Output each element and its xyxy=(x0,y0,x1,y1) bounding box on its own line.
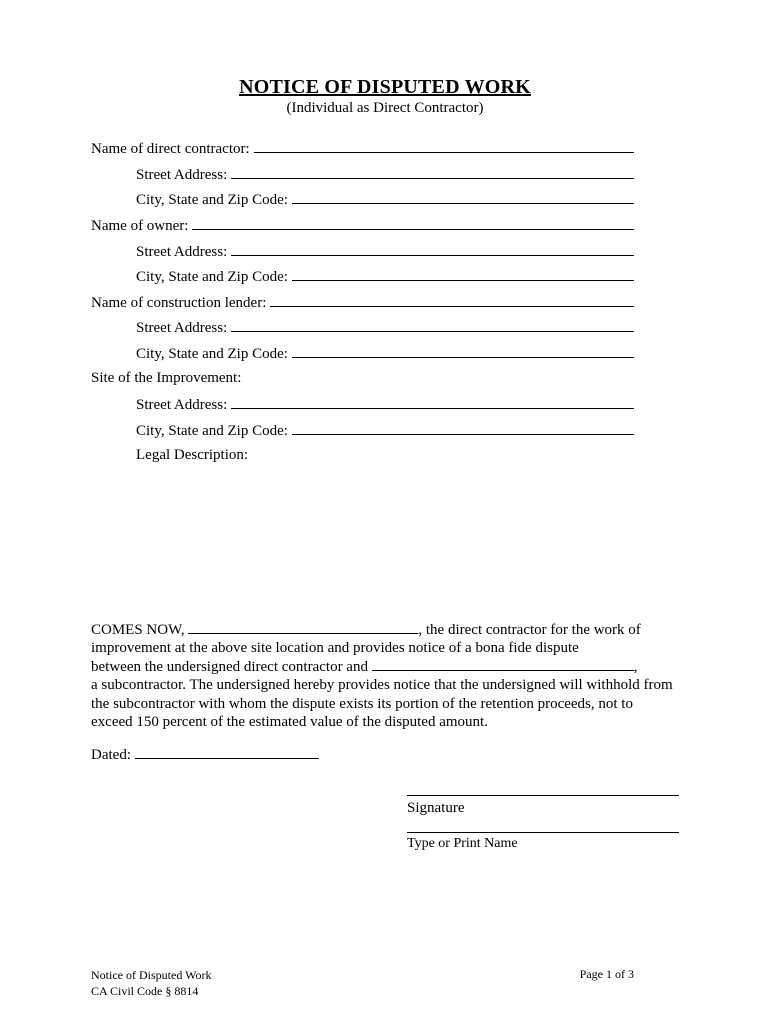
lender-city-field[interactable] xyxy=(292,344,634,358)
owner-street-field[interactable] xyxy=(231,242,634,256)
direct-contractor-text: , the direct contractor for the work of xyxy=(418,622,641,638)
owner-street-row xyxy=(136,242,634,262)
owner-name-field[interactable] xyxy=(192,216,634,230)
site-city-field[interactable] xyxy=(292,421,634,435)
lender-name-field[interactable] xyxy=(270,293,634,307)
paragraph-line-4: a subcontractor. The undersigned hereby provides notice that the undersigned will withhold from xyxy=(91,677,673,694)
direct-contractor-name-field[interactable] xyxy=(254,139,634,153)
paragraph-line-1 xyxy=(91,621,691,639)
subcontractor-name-blank[interactable] xyxy=(372,658,634,671)
lender-city-label: City, State and Zip Code: xyxy=(136,346,288,362)
print-name-line[interactable] xyxy=(407,832,679,833)
owner-city-row xyxy=(136,267,634,287)
direct-contractor-name-label: Name of direct contractor: xyxy=(91,141,250,157)
footer-left xyxy=(91,967,211,999)
site-street-label: Street Address: xyxy=(136,397,228,413)
site-street-field[interactable] xyxy=(231,395,634,409)
direct-contractor-city-field[interactable] xyxy=(292,190,634,204)
owner-name-row xyxy=(91,216,634,236)
lender-street-label: Street Address: xyxy=(136,320,228,336)
direct-contractor-street-row xyxy=(136,165,634,185)
dated-label: Dated: xyxy=(91,747,131,763)
owner-city-field[interactable] xyxy=(292,267,634,281)
site-street-row xyxy=(136,395,634,415)
paragraph-line-3 xyxy=(91,658,691,676)
document-title: NOTICE OF DISPUTED WORK xyxy=(239,76,531,98)
comma-text: , xyxy=(633,658,638,675)
direct-contractor-name-row xyxy=(91,139,634,159)
footer-page-number: Page 1 of 3 xyxy=(579,967,634,981)
lender-city-row xyxy=(136,344,634,364)
print-name-label: Type or Print Name xyxy=(407,836,518,851)
owner-name-label: Name of owner: xyxy=(91,218,189,234)
direct-contractor-street-label: Street Address: xyxy=(136,167,228,183)
site-city-row xyxy=(136,421,634,441)
comes-now-text: COMES NOW, xyxy=(91,622,185,638)
date-field[interactable] xyxy=(135,746,319,759)
document-subtitle: (Individual as Direct Contractor) xyxy=(286,100,484,116)
lender-street-row xyxy=(136,318,634,338)
site-heading: Site of the Improvement: xyxy=(91,370,242,386)
direct-contractor-city-label: City, State and Zip Code: xyxy=(136,192,288,208)
lender-street-field[interactable] xyxy=(231,318,634,332)
between-text: between the undersigned direct contractor and xyxy=(91,658,368,675)
owner-city-label: City, State and Zip Code: xyxy=(136,269,288,285)
lender-name-row xyxy=(91,293,634,313)
signature-line[interactable] xyxy=(407,795,679,796)
footer-code-ref: CA Civil Code § 8814 xyxy=(91,984,199,998)
paragraph-line-6: exceed 150 percent of the estimated value of the disputed amount. xyxy=(91,714,488,731)
direct-contractor-street-field[interactable] xyxy=(231,165,634,179)
direct-contractor-city-row xyxy=(136,190,634,210)
lender-name-label: Name of construction lender: xyxy=(91,295,267,311)
paragraph-line-5: the subcontractor with whom the dispute exists its portion of the retention proceeds, not to xyxy=(91,695,633,712)
notice-paragraph xyxy=(91,621,691,731)
footer-doc-name: Notice of Disputed Work xyxy=(91,968,212,982)
contractor-name-blank[interactable] xyxy=(188,621,418,634)
paragraph-line-2: improvement at the above site location and provides notice of a bona fide dispute xyxy=(91,640,579,657)
signature-label: Signature xyxy=(407,800,465,816)
dated-row xyxy=(91,746,319,764)
owner-street-label: Street Address: xyxy=(136,244,228,260)
legal-description-label: Legal Description: xyxy=(136,447,249,463)
site-city-label: City, State and Zip Code: xyxy=(136,423,288,439)
